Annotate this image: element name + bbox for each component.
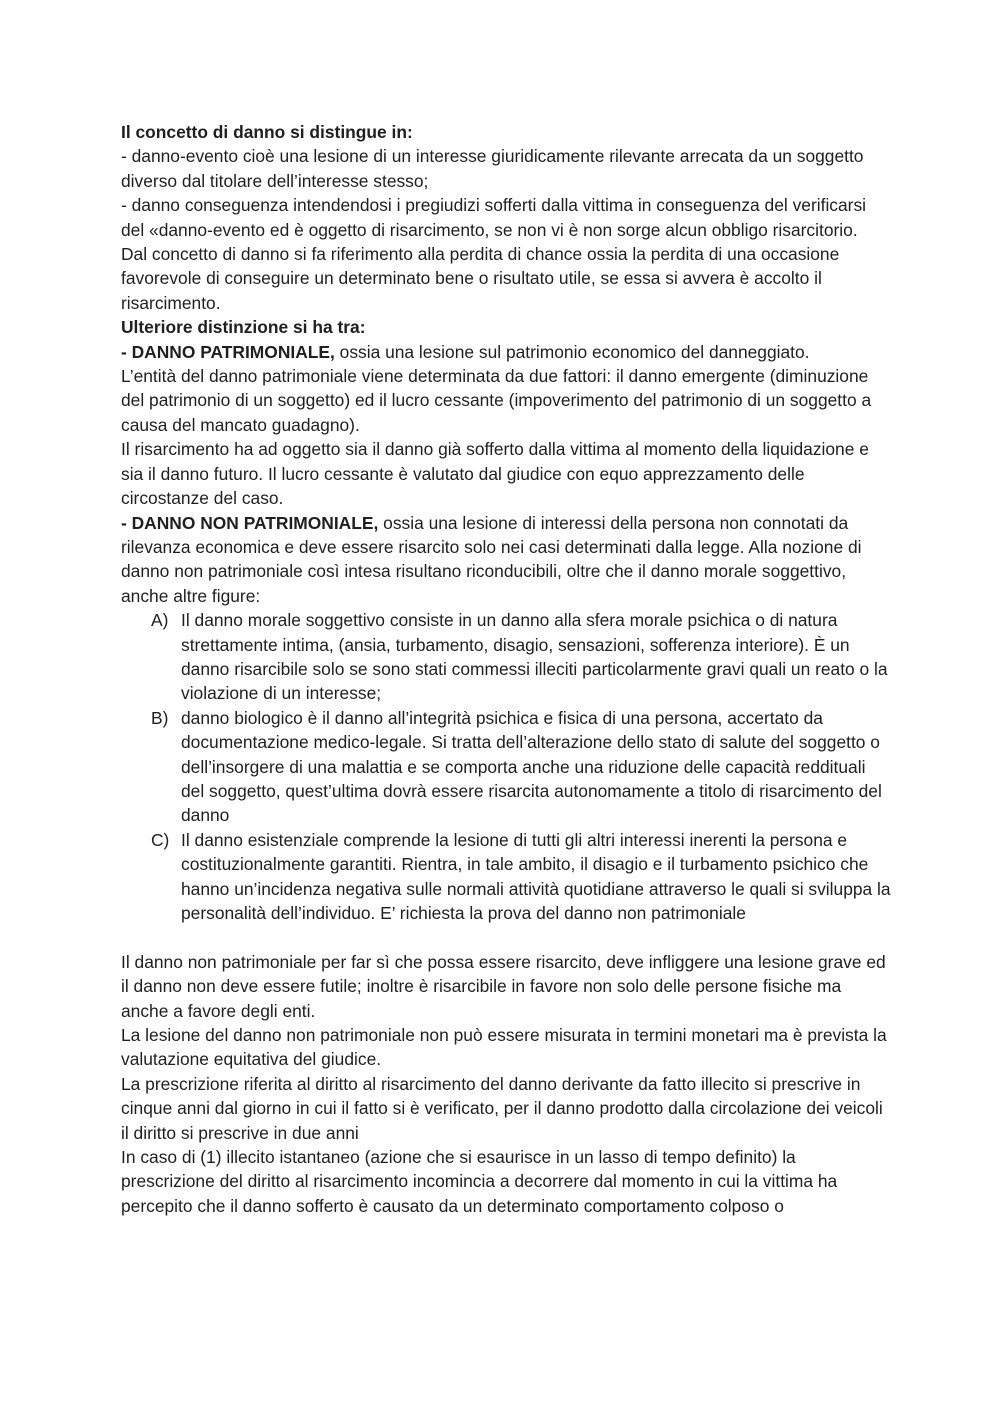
document-page	[121, 120, 891, 1218]
paragraph-valutazione-equitativa: La lesione del danno non patrimoniale non può essere misurata in termini monetari ma è prevista la valutazione equitativa del giudice.	[121, 1025, 887, 1070]
paragraph-danno-evento: - danno-evento cioè una lesione di un interesse giuridicamente rilevante arrecata da un soggetto diverso dal titolare dell’interesse stesso;	[121, 146, 864, 191]
list-marker: C)	[151, 829, 170, 850]
paragraph-prescrizione: La prescrizione riferita al diritto al risarcimento del danno derivante da fatto illecito si prescrive in cinque anni dal giorno in cui il fatto si è verificato, per il danno prodotto dalla circolazione dei veicoli il diritto si prescrive in due anni	[121, 1073, 883, 1143]
list-item-danno-esistenziale	[121, 828, 891, 926]
paragraph-perdita-chance: Dal concetto di danno si fa riferimento alla perdita di chance ossia la perdita di una occasione favorevole di conseguire un determinato bene o risultato utile, se essa si avvera è accolto il risarcimento.	[121, 244, 840, 313]
section-heading-concetto: Il concetto di danno si distingue in:	[121, 122, 413, 142]
term-danno-patrimoniale: - DANNO PATRIMONIALE,	[121, 341, 335, 362]
section-heading-distinzione: Ulteriore distinzione si ha tra:	[121, 317, 366, 338]
paragraph-spacer	[121, 925, 891, 949]
list-item-danno-morale	[121, 608, 891, 706]
list-marker: A)	[151, 610, 169, 631]
paragraph-danno-patrimoniale	[121, 340, 891, 364]
paragraph-illecito-istantaneo: In caso di (1) illecito istantaneo (azione che si esaurisce in un lasso di tempo definito) la prescrizione del diritto al risarcimento incomincia a decorrere dal momento in cui la vittima ha percepito che il danno sofferto è causato da un determinato comportamento colposo o	[121, 1147, 838, 1216]
definition-danno-patrimoniale: ossia una lesione sul patrimonio economico del danneggiato.	[334, 341, 810, 362]
paragraph-danno-non-patrimoniale	[121, 511, 891, 609]
paragraph-risarcimento: Il risarcimento ha ad oggetto sia il danno già sofferto dalla vittima al momento della liquidazione e sia il danno futuro. Il lucro cessante è valutato dal giudice con equo apprezzamento delle circostanze del caso.	[121, 439, 869, 509]
list-item-text: Il danno morale soggettivo consiste in un danno alla sfera morale psichica o di natura strettamente intima, (ansia, turbamento, disagio, sensazioni, sofferenza interiore). È un danno risarcibile solo se sono stati commessi illeciti particolarmente gravi quali un reato o la violazione di un interesse;	[181, 610, 888, 704]
paragraph-danno-futile: Il danno non patrimoniale per far sì che possa essere risarcito, deve infliggere una lesione grave ed il danno non deve essere futile; inoltre è risarcibile in favore non solo delle persone fisiche ma anche a favore degli enti.	[121, 951, 886, 1021]
term-danno-non-patrimoniale: - DANNO NON PATRIMONIALE,	[121, 512, 379, 533]
figures-list	[121, 608, 891, 925]
list-item-text: Il danno esistenziale comprende la lesione di tutti gli altri interessi inerenti la persona e costituzionalmente garantiti. Rientra, in tale ambito, il disagio e il turbamento psichico che hanno un’incidenza negativa sulle normali attività quotidiane attraverso le quali si sviluppa la personalità dell’individuo. E’ richiesta la prova del danno non patrimoniale	[181, 829, 891, 923]
list-item-danno-biologico	[121, 706, 891, 828]
list-marker: B)	[151, 707, 169, 728]
paragraph-danno-conseguenza: - danno conseguenza intendendosi i pregiudizi sofferti dalla vittima in conseguenza del verificarsi del «danno-evento ed è oggetto di risarcimento, se non vi è non sorge alcun obbligo risarcitorio.	[121, 195, 867, 240]
definition-danno-non-patrimoniale: ossia una lesione di interessi della persona non connotati da rilevanza economica e deve essere risarcito solo nei casi determinati dalla legge. Alla nozione di danno non patrimoniale così intesa risultano riconducibili, oltre che il danno morale soggettivo, anche altre figure:	[121, 512, 862, 606]
list-item-text: danno biologico è il danno all’integrità psichica e fisica di una persona, accertato da documentazione medico-legale. Si tratta dell’alterazione dello stato di salute del soggetto o dell’insorgere di una malattia e se comporta anche una riduzione delle capacità reddituali del soggetto, quest’ultima dovrà essere risarcita autonomamente a titolo di risarcimento del danno	[181, 707, 882, 826]
paragraph-entita-danno: L’entità del danno patrimoniale viene determinata da due fattori: il danno emergente (diminuzione del patrimonio di un soggetto) ed il lucro cessante (impoverimento del patrimonio di un soggetto a causa del mancato guadagno).	[121, 366, 872, 435]
